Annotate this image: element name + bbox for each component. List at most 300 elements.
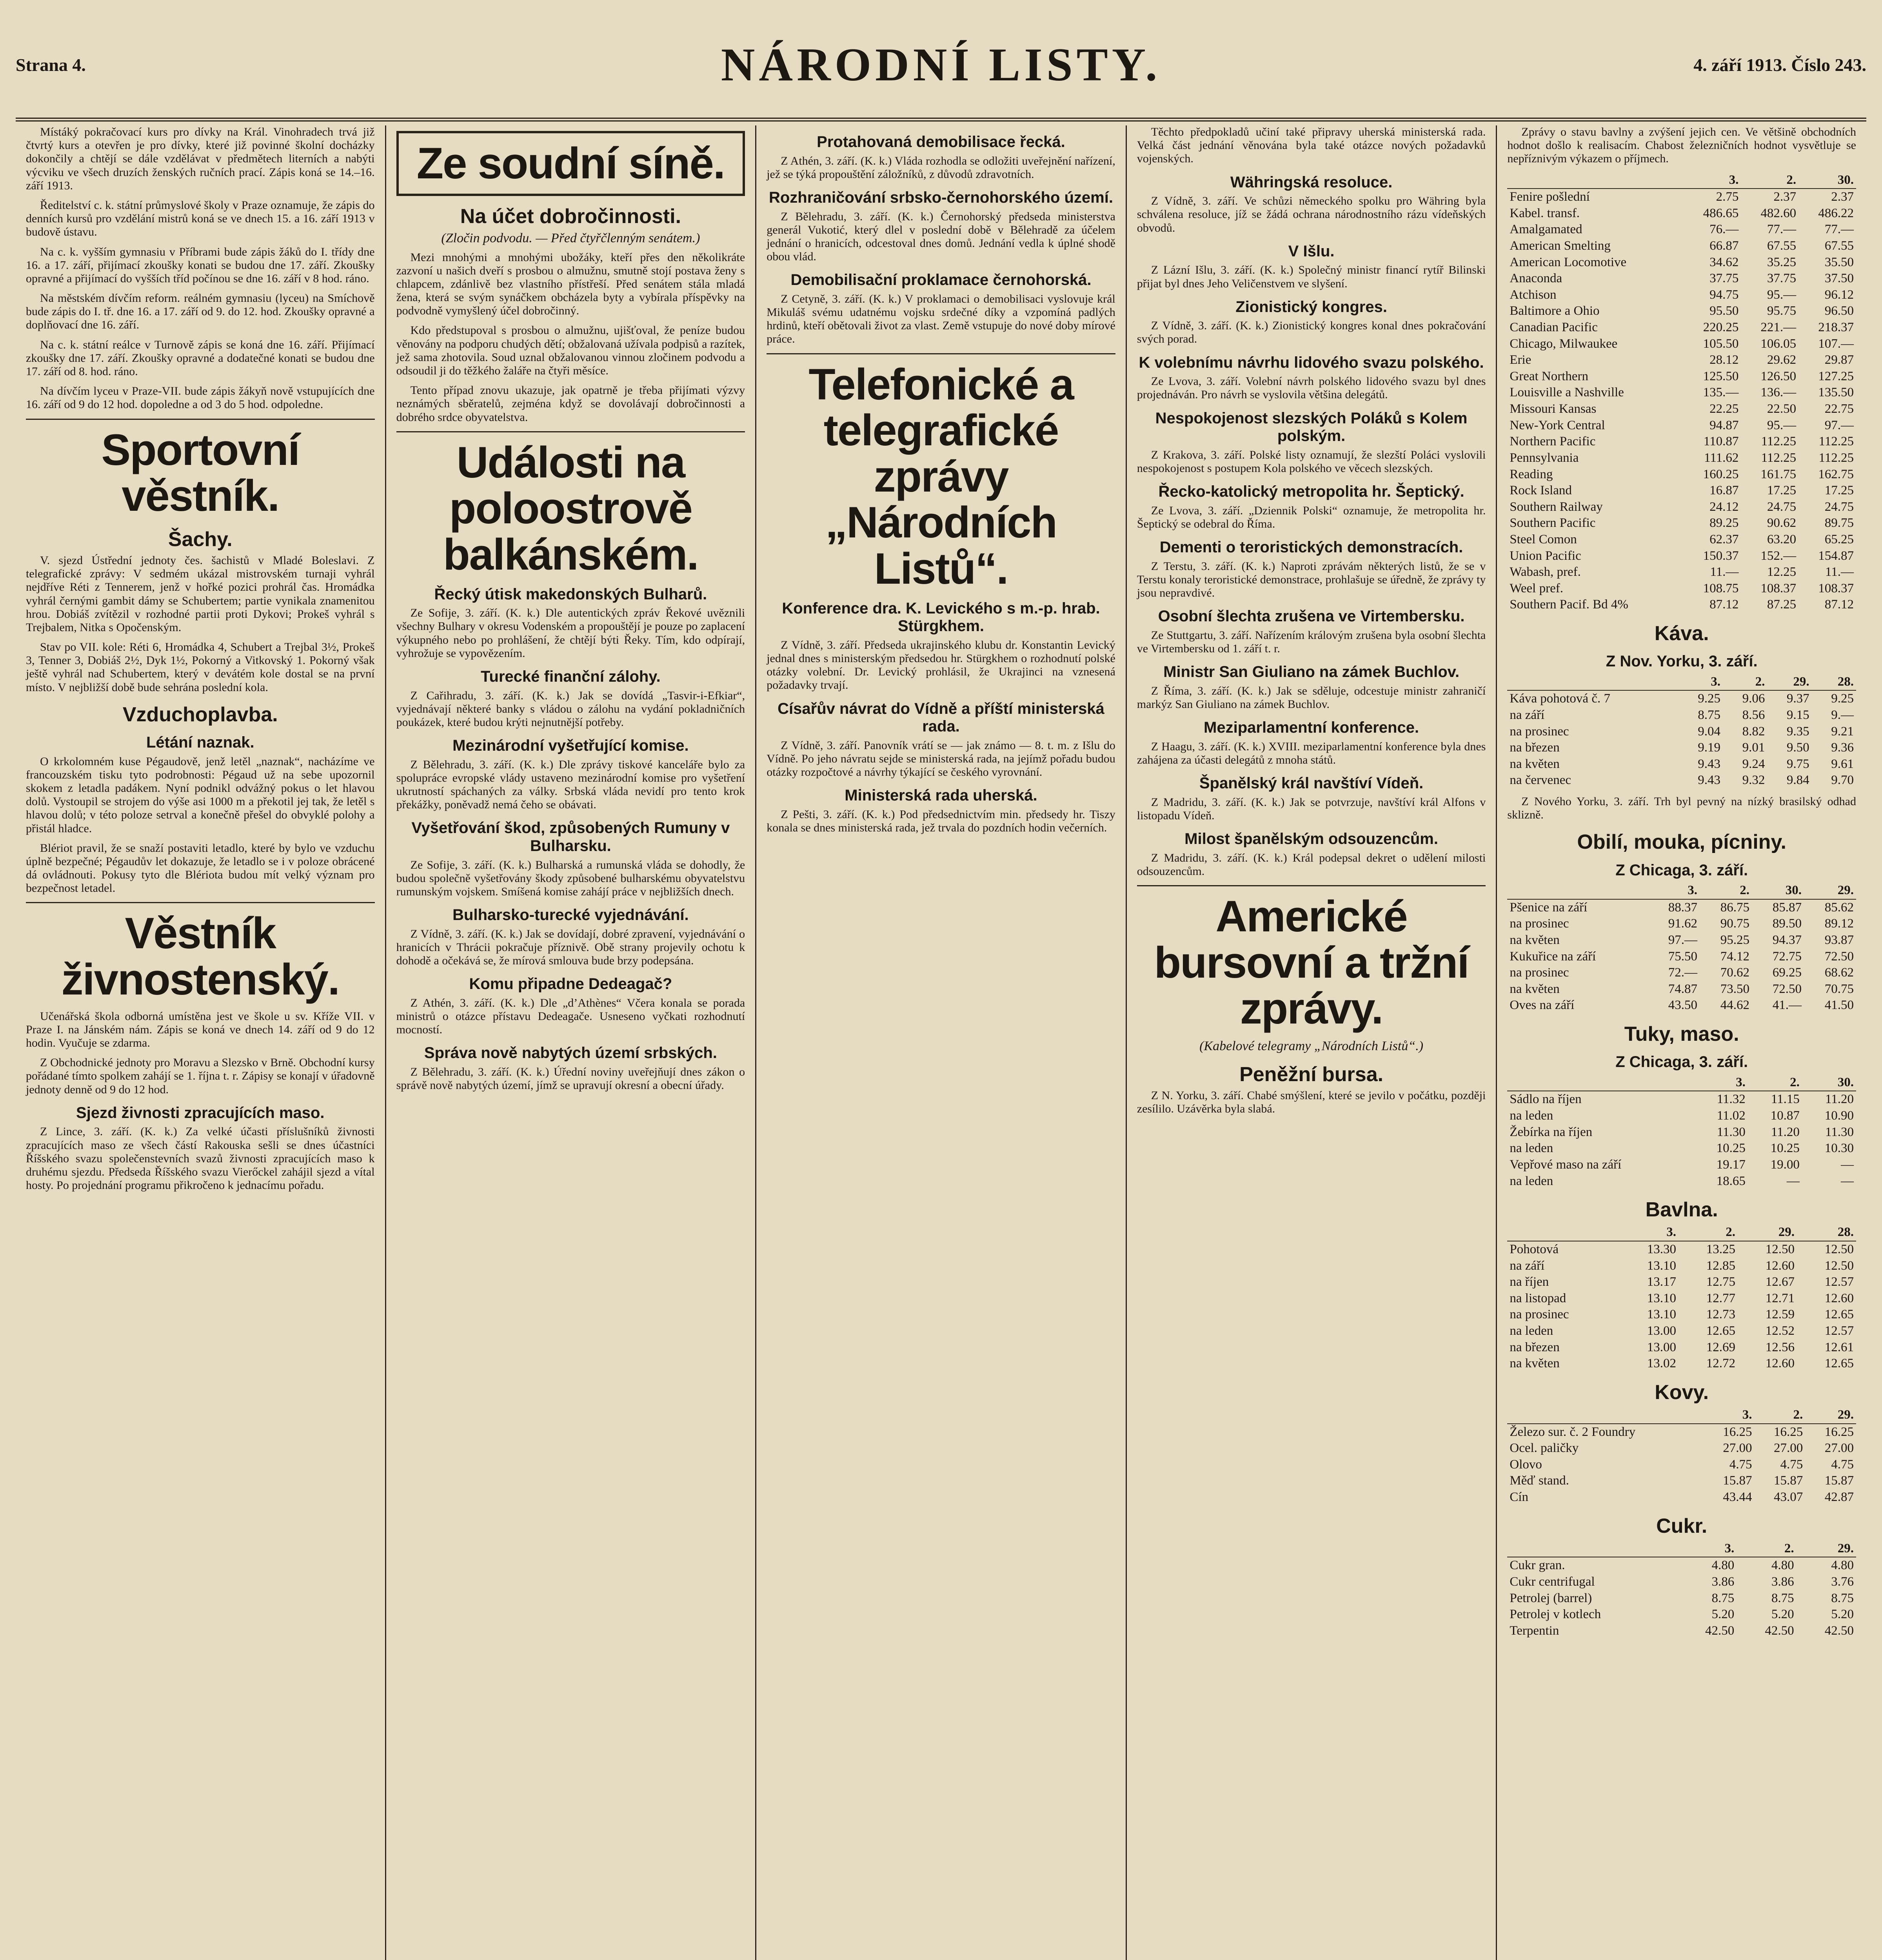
section-heading-balkan: Události na poloostrově balkánském. (443, 437, 698, 579)
price-cell: 161.75 (1760, 467, 1797, 481)
cotton-table (1507, 1224, 1856, 1372)
price-cell: 12.65 (1824, 1356, 1854, 1371)
price-cell: 89.25 (1709, 516, 1739, 530)
table-header-cell: 3. (1619, 1224, 1679, 1241)
price-cell: 112.25 (1761, 434, 1797, 449)
price-cell: 62.37 (1709, 532, 1739, 546)
price-cell: 77.— (1767, 222, 1797, 237)
row-label: Steel Comon (1510, 532, 1577, 546)
price-cell: 17.25 (1767, 483, 1797, 498)
price-cell: 68.62 (1824, 965, 1854, 980)
coffee-table (1507, 674, 1856, 789)
divider (26, 902, 375, 903)
table-row (1507, 1157, 1856, 1173)
price-cell: 9.61 (1831, 757, 1854, 771)
price-cell: 135.50 (1818, 385, 1854, 400)
price-cell: 3.76 (1831, 1575, 1854, 1589)
price-cell: 22.50 (1767, 402, 1797, 416)
row-label: Chicago, Milwaukee (1510, 336, 1618, 351)
price-cell: 4.80 (1771, 1558, 1794, 1573)
column-5 (1497, 125, 1866, 1960)
price-cell: 22.25 (1709, 402, 1739, 416)
row-label: Wabash, pref. (1510, 565, 1581, 579)
row-label: Petrolej (barrel) (1510, 1591, 1592, 1605)
price-cell: 12.71 (1765, 1291, 1795, 1305)
price-cell: 5.20 (1771, 1607, 1794, 1622)
section-heading-american-markets: Americké bursovní a tržní zprávy. (1154, 892, 1469, 1033)
article-paragraph: Kdo předstupoval s prosbou o almužnu, ujišťoval, že peníze budou věnovány na podporu chudých dětí; obžalovaná užívala podpisů a razítek, jež sama zhotovila. Soud uznal obžalovanou vinnou zločinem podvodu a odsoudil ji do těžkého žaláře na čtyři měsíce. (396, 324, 745, 377)
table-header-cell (1507, 882, 1648, 899)
table-row (1507, 548, 1856, 564)
price-cell: 43.07 (1773, 1490, 1803, 1504)
row-label: Southern Pacif. Bd 4% (1510, 597, 1628, 612)
article-title: Ministr San Giuliano na zámek Buchlov. (1163, 663, 1460, 681)
row-label: Anaconda (1510, 271, 1562, 286)
article-title: Sjezd živnosti zpracujících maso. (76, 1104, 325, 1122)
article-title: Správa nově nabytých území srbských. (424, 1044, 717, 1062)
article-title: Rozhraničování srbsko-černohorského území. (768, 189, 1113, 206)
table-header-cell: 29. (1767, 674, 1811, 691)
table-row (1507, 385, 1856, 401)
table-header-cell (1507, 1224, 1619, 1241)
price-cell: 88.37 (1668, 900, 1697, 915)
price-cell: 12.60 (1765, 1356, 1795, 1371)
table-row (1507, 1473, 1856, 1489)
table-row (1507, 1323, 1856, 1339)
table-header-row (1507, 674, 1856, 691)
article-paragraph: Na dívčím lyceu v Praze-VII. bude zápis žákyň nově vstupujících dne 16. září od 9 do 12 hod. dopoledne a od 3 do 5 hod. odpoledne. (26, 385, 375, 411)
table-row (1507, 1258, 1856, 1274)
cereal-table (1507, 882, 1856, 1014)
row-label: Pennsylvania (1510, 450, 1579, 465)
table-row (1507, 319, 1856, 336)
article-paragraph: Z Vídně, 3. září. (K. k.) Zionistický kongres konal dnes pokračování svých porad. (1137, 319, 1486, 346)
table-row (1507, 287, 1856, 303)
price-cell: 12.85 (1706, 1258, 1735, 1273)
row-label: na leden (1510, 1109, 1553, 1123)
article-title: Vyšetřování škod, způsobených Rumuny v Bulharsku. (411, 819, 730, 855)
table-row (1507, 997, 1856, 1014)
table-row (1507, 483, 1856, 499)
price-cell: 154.87 (1818, 548, 1854, 563)
article-title: Osobní šlechta zrušena ve Virtembersku. (1158, 608, 1465, 625)
table-header-cell (1507, 172, 1683, 189)
table-header-cell (1507, 1074, 1693, 1091)
price-cell: 12.73 (1706, 1307, 1735, 1322)
price-cell: 13.25 (1706, 1242, 1735, 1256)
row-label: New-York Central (1510, 418, 1605, 432)
price-cell: 107.— (1818, 336, 1854, 351)
price-cell: 12.50 (1824, 1242, 1854, 1256)
price-cell: 4.75 (1831, 1457, 1854, 1472)
table-header-cell: 2. (1679, 1224, 1738, 1241)
article-paragraph: Z Cařihradu, 3. září. (K. k.) Jak se dovídá „Tasvir-i-Efkiar“, vyjednávají některé banky s vládou o zálohu na vydání pokladničních poukázek, které budou krýti nejnutnější potřeby. (396, 689, 745, 729)
table-row (1507, 740, 1856, 756)
price-cell: 486.65 (1703, 206, 1739, 220)
article-paragraph: Z Krakova, 3. září. Polské listy oznamují, že slezští Poláci vyslovili nespokojenost s postupem Kola polského ve věcech slezských. (1137, 448, 1486, 475)
price-cell: 94.87 (1709, 418, 1739, 432)
table-row (1507, 466, 1856, 483)
row-label: na květen (1510, 757, 1560, 771)
price-cell: 72.50 (1772, 982, 1802, 996)
price-cell: 9.35 (1786, 724, 1809, 739)
article-paragraph: Z Vídně, 3. září. Ve schůzi německého spolku pro Währing byla schválena resoluce, jíž se žádá ochrana národnostního rázu vídeňských obvodů. (1137, 194, 1486, 234)
price-cell: 112.25 (1761, 450, 1797, 465)
article-paragraph: Z Bělehradu, 3. září. (K. k.) Černohorský předseda ministerstva generál Vukotić, který dlel v poslední době v Bělehradě za účelem jednání o hranicích, odcestoval dnes domů. Jednání vedla k úplné shodě obou vlád. (767, 210, 1115, 263)
price-cell: 9.32 (1742, 773, 1765, 788)
row-label: Amalgamated (1510, 222, 1582, 237)
price-cell: 10.25 (1716, 1141, 1746, 1156)
price-cell: 72.— (1668, 965, 1697, 980)
table-header-cell: 29. (1738, 1224, 1797, 1241)
article-paragraph: Z Nového Yorku, 3. září. Trh byl pevný na nízký brasilský odhad sklizně. (1507, 795, 1856, 822)
table-row (1507, 254, 1856, 271)
price-cell: 85.62 (1824, 900, 1854, 915)
row-label: Great Northern (1510, 369, 1589, 383)
price-cell: 13.10 (1647, 1307, 1677, 1322)
price-cell: 11.— (1825, 565, 1854, 579)
article-title: V Išlu. (1288, 242, 1335, 260)
row-label: na květen (1510, 1356, 1560, 1371)
table-row (1507, 981, 1856, 998)
table-row (1507, 1290, 1856, 1307)
row-label: Cín (1510, 1490, 1529, 1504)
divider (26, 419, 375, 420)
price-cell: 75.50 (1668, 949, 1697, 964)
table-header-row (1507, 1541, 1856, 1557)
article-title: Dementi o teroristických demonstracích. (1159, 539, 1463, 556)
newspaper-title: NÁRODNÍ LISTY. (721, 38, 1161, 91)
price-cell: 12.60 (1765, 1258, 1795, 1273)
price-cell: 5.20 (1711, 1607, 1735, 1622)
price-cell: 10.30 (1824, 1141, 1854, 1156)
table-row (1507, 899, 1856, 916)
table-header-cell: 29. (1797, 1541, 1856, 1557)
price-cell: 37.75 (1767, 271, 1797, 286)
price-cell: 9.06 (1742, 691, 1765, 706)
divider (767, 353, 1115, 354)
table-row (1507, 1091, 1856, 1108)
price-cell: 22.75 (1824, 402, 1854, 416)
article-paragraph: Na městském dívčím reform. reálném gymnasiu (lyceu) na Smíchově bude zápis do I. tř. dne 16. a 17. září od 9. do 12. hod. Zkoušky opravné a doplňovací dne 16. září. (26, 292, 375, 332)
subsection-heading: Káva. (1654, 622, 1709, 645)
dateline: Z Chicaga, 3. září. (1615, 861, 1748, 879)
row-label: Louisville a Nashville (1510, 385, 1624, 400)
article-paragraph: Tento případ znovu ukazuje, jak opatrně je třeba přijímati výzvy neznámých sběratelů, zejména když se dovolávají dobročinnosti a dobrého srdce obyvatelstva. (396, 384, 745, 424)
price-cell: 112.25 (1818, 450, 1854, 465)
article-paragraph: Z Lince, 3. září. (K. k.) Za velké účasti příslušníků živnosti zpracujících maso ze všech částí Rakouska sešli se dnes účastníci Říšského svazu společenstevních svazů živnosti zpracujících maso k druhému sjezdu. Předseda Říšského svazu Vierőckel zahájil sjezd a vítal hosty. Po projednání programu přikročeno k jednacímu pořadu. (26, 1125, 375, 1192)
price-cell: — (1840, 1157, 1854, 1172)
price-cell: 4.80 (1711, 1558, 1735, 1573)
price-cell: 41.— (1772, 998, 1802, 1013)
article-title: Demobilisační proklamace černohorská. (790, 271, 1092, 289)
row-label: Ocel. paličky (1510, 1441, 1579, 1455)
table-row (1507, 1339, 1856, 1356)
article-title: Létání naznak. (146, 734, 254, 751)
price-cell: 162.75 (1818, 467, 1854, 481)
table-row (1507, 756, 1856, 773)
article-paragraph: Z Obchodnické jednoty pro Moravu a Slezsko v Brně. Obchodní kursy pořádané tímto spolkem zahájí se 1. října t. r. Zápisy se konají v úřadovně jednoty denně od 9 do 12 hod. (26, 1056, 375, 1096)
table-row (1507, 221, 1856, 238)
column-1 (16, 125, 386, 1960)
price-cell: 13.10 (1647, 1258, 1677, 1273)
price-cell: 12.65 (1824, 1307, 1854, 1322)
table-row (1507, 417, 1856, 434)
row-label: na říjen (1510, 1275, 1549, 1289)
price-cell: 13.30 (1647, 1242, 1677, 1256)
article-paragraph: Z Vídně, 3. září. Panovník vrátí se — jak známo — 8. t. m. z Išlu do Vídně. Po jeho návratu sejde se ministerská rada, na jejímž pořadu budou otázky rozpočtové a návrhy týkající se českého vyrovnání. (767, 739, 1115, 779)
price-cell: 95.— (1767, 418, 1797, 432)
table-row (1507, 401, 1856, 417)
row-label: Měď stand. (1510, 1474, 1569, 1488)
price-cell: 9.25 (1698, 691, 1721, 706)
price-cell: 135.— (1703, 385, 1739, 400)
price-cell: 12.72 (1706, 1356, 1735, 1371)
table-row (1507, 965, 1856, 981)
price-cell: 12.77 (1706, 1291, 1735, 1305)
article-title: K volebnímu návrhu lidového svazu polského. (1139, 354, 1484, 371)
price-cell: 93.87 (1824, 933, 1854, 947)
section-heading-trade: Věstník živnostenský. (61, 909, 340, 1004)
row-label: Atchison (1510, 287, 1557, 302)
price-cell: 11.30 (1717, 1125, 1746, 1139)
article-title: Řecký útisk makedonských Bulharů. (434, 585, 707, 603)
price-cell: 8.75 (1831, 1591, 1854, 1605)
table-row (1507, 1140, 1856, 1157)
price-cell: 13.17 (1647, 1275, 1677, 1289)
table-header-cell: 30. (1752, 882, 1804, 899)
row-label: Kukuřice na září (1510, 949, 1596, 964)
price-cell: 90.62 (1767, 516, 1797, 530)
price-cell: 9.01 (1742, 740, 1765, 755)
price-cell: 218.37 (1818, 320, 1854, 335)
article-paragraph: Těchto předpokladů učiní také připravy uherská ministerská rada. Velká část jednání věnována byla také otázce nových požadavků vojenských. (1137, 125, 1486, 165)
price-cell: 126.50 (1760, 369, 1797, 383)
table-row (1507, 916, 1856, 932)
price-cell: 87.12 (1709, 597, 1739, 612)
row-label: na březen (1510, 740, 1560, 755)
article-paragraph: Z Haagu, 3. září. (K. k.) XVIII. meziparlamentní konference byla dnes zahájena za účasti delegátů z mnoha států. (1137, 740, 1486, 767)
price-cell: 482.60 (1760, 206, 1797, 220)
price-cell: 12.60 (1824, 1291, 1854, 1305)
article-title: Zionistický kongres. (1235, 298, 1387, 316)
row-label: Fenire pošlední (1510, 190, 1590, 204)
price-cell: 97.— (1668, 933, 1697, 947)
price-cell: 95.75 (1767, 304, 1797, 318)
price-cell: 4.75 (1729, 1457, 1752, 1472)
price-cell: 12.57 (1824, 1275, 1854, 1289)
price-cell: 13.10 (1647, 1291, 1677, 1305)
price-cell: 41.50 (1824, 998, 1854, 1013)
table-header-cell (1507, 1541, 1677, 1557)
price-cell: 10.87 (1770, 1109, 1800, 1123)
price-cell: 8.75 (1698, 708, 1721, 722)
table-row (1507, 597, 1856, 613)
price-cell: 34.62 (1709, 255, 1739, 269)
price-cell: 72.50 (1824, 949, 1854, 964)
table-header-cell: 3. (1677, 1541, 1737, 1557)
row-label: na prosinec (1510, 1307, 1569, 1322)
table-header-cell: 2. (1741, 172, 1798, 189)
price-cell: 13.00 (1647, 1323, 1677, 1338)
article-paragraph: Místáký pokračovací kurs pro dívky na Král. Vinohradech trvá již čtvrtý kurs a otevřen je pro dívky, které již povinné školní docházky dokončily a chtějí se dále vzdělávat v předmětech literních a nabýti výcviku ve všech druzích ženských ručních prací. Zápis koná se 14.–16. září 1913. (26, 125, 375, 192)
price-cell: 2.37 (1831, 190, 1854, 204)
table-header-cell: 3. (1679, 674, 1723, 691)
price-cell: 74.87 (1668, 982, 1697, 996)
price-cell: 85.87 (1772, 900, 1802, 915)
price-cell: 12.65 (1706, 1323, 1735, 1338)
table-row (1507, 499, 1856, 515)
table-header-row (1507, 882, 1856, 899)
table-header-cell (1507, 1407, 1703, 1424)
table-header-cell: 29. (1804, 882, 1856, 899)
price-cell: 12.59 (1765, 1307, 1795, 1322)
row-label: Erie (1510, 353, 1531, 367)
price-cell: 221.— (1760, 320, 1797, 335)
price-cell: 111.62 (1704, 450, 1739, 465)
price-cell: 95.25 (1720, 933, 1749, 947)
row-label: Missouri Kansas (1510, 402, 1597, 416)
subsection-heading: Obilí, mouka, pícniny. (1577, 831, 1786, 854)
article-paragraph: Z Pešti, 3. září. (K. k.) Pod předsednictvím min. předsedy hr. Tiszy konala se dnes ministerská rada, jež trvala do pozdních hodin večerních. (767, 808, 1115, 835)
article-paragraph: Ze Lvova, 3. září. „Dziennik Polski“ oznamuje, že metropolita hr. Šeptický se odebral do Říma. (1137, 504, 1486, 530)
article-paragraph: V. sjezd Ústřední jednoty čes. šachistů v Mladé Boleslavi. Z telegrafické zprávy: V sedmém ukázal mistrovském turnaji vyhrál nejdříve Réti z Tennerem, jenž v hořké pozici prohrál čas. Hromádka vyhrál černými gambit dámy se Schubertem; partie vynikala znamenitou hrou. Dobiáš zvítězil v rozhodné partii proti Dykovi; Prokeš vyhrál s Trejbalem, Nitka s Opočenským. (26, 554, 375, 634)
stocks-table (1507, 172, 1856, 613)
price-cell: 96.12 (1824, 287, 1854, 302)
table-header-cell: 2. (1723, 674, 1767, 691)
article-paragraph: Blériot pravil, že se snaží postaviti letadlo, které by bylo ve vzduchu úplně bezpečné; Pégaudův let dokazuje, že letadlo se i v poloze obrácené dá ovládnouti. Pokusy tyto dle Blériota budou mít velký význam pro bezpečnost letadel. (26, 841, 375, 895)
price-cell: 16.87 (1709, 483, 1739, 498)
price-cell: 8.82 (1742, 724, 1765, 739)
table-row (1507, 1574, 1856, 1590)
article-paragraph: Z Terstu, 3. září. (K. k.) Naproti zprávám některých listů, že se v Terstu konaly teroristické demonstrace, prohlašuje se úředně, že zprávy ty jsou nepravdivé. (1137, 559, 1486, 600)
table-row (1507, 1489, 1856, 1506)
article-title: Meziparlamentní konference. (1204, 719, 1419, 737)
price-cell: 24.75 (1824, 499, 1854, 514)
row-label: American Smelting (1510, 239, 1611, 253)
article-paragraph: Stav po VII. kole: Réti 6, Hromádka 4, Schubert a Trejbal 3½, Prokeš 3, Tenner 3, Dobiáš 2½, Dyk 1½, Pokorný a Vitkovský 1. Pokorný však ještě vyhrál nad Schubertem, který v devátém kole dostal se na první místo. V nejbližší době bude sehrána poslední kola. (26, 641, 375, 694)
table-row (1507, 707, 1856, 724)
row-label: Union Pacific (1510, 548, 1581, 563)
table-row (1507, 1356, 1856, 1372)
price-cell: 89.75 (1824, 516, 1854, 530)
article-note: (Kabelové telegramy „Národních Listů“.) (1199, 1038, 1424, 1053)
price-cell: 9.25 (1831, 691, 1854, 706)
price-cell: 152.— (1760, 548, 1797, 563)
row-label: na květen (1510, 933, 1560, 947)
price-cell: 87.12 (1824, 597, 1854, 612)
table-header-cell: 2. (1700, 882, 1752, 899)
price-cell: 12.57 (1824, 1323, 1854, 1338)
row-label: Petrolej v kotlech (1510, 1607, 1601, 1622)
subsection-heading: Bavlna. (1645, 1198, 1718, 1221)
price-cell: 12.56 (1765, 1340, 1795, 1354)
article-paragraph: Z Bělehradu, 3. září. (K. k.) Dle zprávy tiskové kanceláře bylo za spolupráce evropské vlády ustaveno mezinárodní komise pro vyšetření ukrutností spáchaných za války. Srbská vláda nevidí pro tento krok překážky, poněvadž nemá čeho se obávati. (396, 758, 745, 811)
price-cell: 108.37 (1818, 581, 1854, 595)
price-cell: 24.12 (1709, 499, 1739, 514)
row-label: Kabel. transf. (1510, 206, 1580, 220)
section-heading-sport: Sportovní věstník. (101, 425, 300, 521)
price-cell: 35.25 (1767, 255, 1797, 269)
article-title: Nespokojenost slezských Poláků s Kolem polským. (1155, 409, 1468, 445)
row-label: Oves na září (1510, 998, 1575, 1013)
row-label: Olovo (1510, 1457, 1542, 1472)
table-header-cell: 3. (1704, 1407, 1755, 1424)
price-cell: 12.50 (1765, 1242, 1795, 1256)
table-row (1507, 1108, 1856, 1124)
table-header-row (1507, 1074, 1856, 1091)
price-cell: 37.50 (1824, 271, 1854, 286)
price-cell: 9.21 (1831, 724, 1854, 739)
article-paragraph: Z N. Yorku, 3. září. Chabé smýšlení, které se jevilo v počátku, později zesílilo. Uzávěrka byla slabá. (1137, 1089, 1486, 1116)
row-label: na leden (1510, 1323, 1553, 1338)
price-cell: 44.62 (1720, 998, 1749, 1013)
price-cell: 12.67 (1765, 1275, 1795, 1289)
masthead (16, 12, 1866, 122)
price-cell: 65.25 (1824, 532, 1854, 546)
price-cell: 4.80 (1831, 1558, 1854, 1573)
price-cell: 112.25 (1818, 434, 1854, 449)
article-paragraph: Z Lázní Išlu, 3. září. (K. k.) Společný ministr financí rytíř Bilinski přijat byl dnes Jeho Veličenstvem ve slyšení. (1137, 263, 1486, 290)
price-cell: 125.50 (1703, 369, 1739, 383)
price-cell: 108.37 (1760, 581, 1797, 595)
price-cell: 67.55 (1824, 239, 1854, 253)
article-paragraph: Z Madridu, 3. září. (K. k.) Jak se potvrzuje, navštíví král Alfons v listopadu Vídeň. (1137, 795, 1486, 822)
price-cell: 97.— (1824, 418, 1854, 432)
price-cell: 29.62 (1767, 353, 1797, 367)
price-cell: 106.05 (1760, 336, 1797, 351)
table-row (1507, 1606, 1856, 1623)
subsection-heading: Šachy. (168, 528, 233, 551)
subsection-heading: Vzduchoplavba. (122, 703, 278, 726)
table-row (1507, 581, 1856, 597)
row-label: na září (1510, 1258, 1545, 1273)
price-cell: 8.75 (1711, 1591, 1735, 1605)
price-cell: 96.50 (1824, 304, 1854, 318)
price-cell: 27.00 (1824, 1441, 1854, 1455)
table-header-row (1507, 1407, 1856, 1424)
row-label: na září (1510, 708, 1545, 722)
price-cell: 9.15 (1786, 708, 1809, 722)
section-heading-court: Ze soudní síně. (396, 131, 745, 196)
price-cell: 2.75 (1716, 190, 1739, 204)
price-cell: 11.— (1710, 565, 1739, 579)
dateline: Z Nov. Yorku, 3. září. (1606, 653, 1758, 670)
article-paragraph: Na c. k. státní reálce v Turnově zápis se koná dne 16. září. Přijímací zkoušky dne 17. září. Zkoušky opravné a dodatečné konati se budou dne 17. září od 8. hod. ráno. (26, 338, 375, 378)
price-cell: 27.00 (1773, 1441, 1803, 1455)
row-label: Rock Island (1510, 483, 1572, 498)
row-label: Sádlo na říjen (1510, 1092, 1582, 1107)
price-cell: 10.90 (1824, 1109, 1854, 1123)
row-label: na prosinec (1510, 916, 1569, 931)
price-cell: 43.44 (1723, 1490, 1752, 1504)
table-row (1507, 450, 1856, 466)
table-header-cell: 30. (1798, 172, 1856, 189)
article-paragraph: Z Athén, 3. září. (K. k.) Vláda rozhodla se odložiti uveřejnění nařízení, jež se týká propouštění záložníků, z důvodů zdravotních. (767, 154, 1115, 181)
row-label: Káva pohotová č. 7 (1510, 691, 1610, 706)
price-cell: 89.12 (1824, 916, 1854, 931)
row-label: na leden (1510, 1174, 1553, 1188)
table-row (1507, 434, 1856, 450)
price-cell: 11.02 (1717, 1109, 1746, 1123)
article-paragraph: Zprávy o stavu bavlny a zvýšení jejich cen. Ve většině obchodních hodnot došlo k realisacím. Chabost železničních hodnot vysvětluje se nepříznivým výkazem o příjmech. (1507, 125, 1856, 165)
price-cell: 127.25 (1818, 369, 1854, 383)
price-cell: 94.75 (1709, 287, 1739, 302)
price-cell: 19.17 (1716, 1157, 1746, 1172)
row-label: Terpentin (1510, 1623, 1559, 1638)
price-cell: 19.00 (1770, 1157, 1800, 1172)
price-cell: 220.25 (1703, 320, 1739, 335)
